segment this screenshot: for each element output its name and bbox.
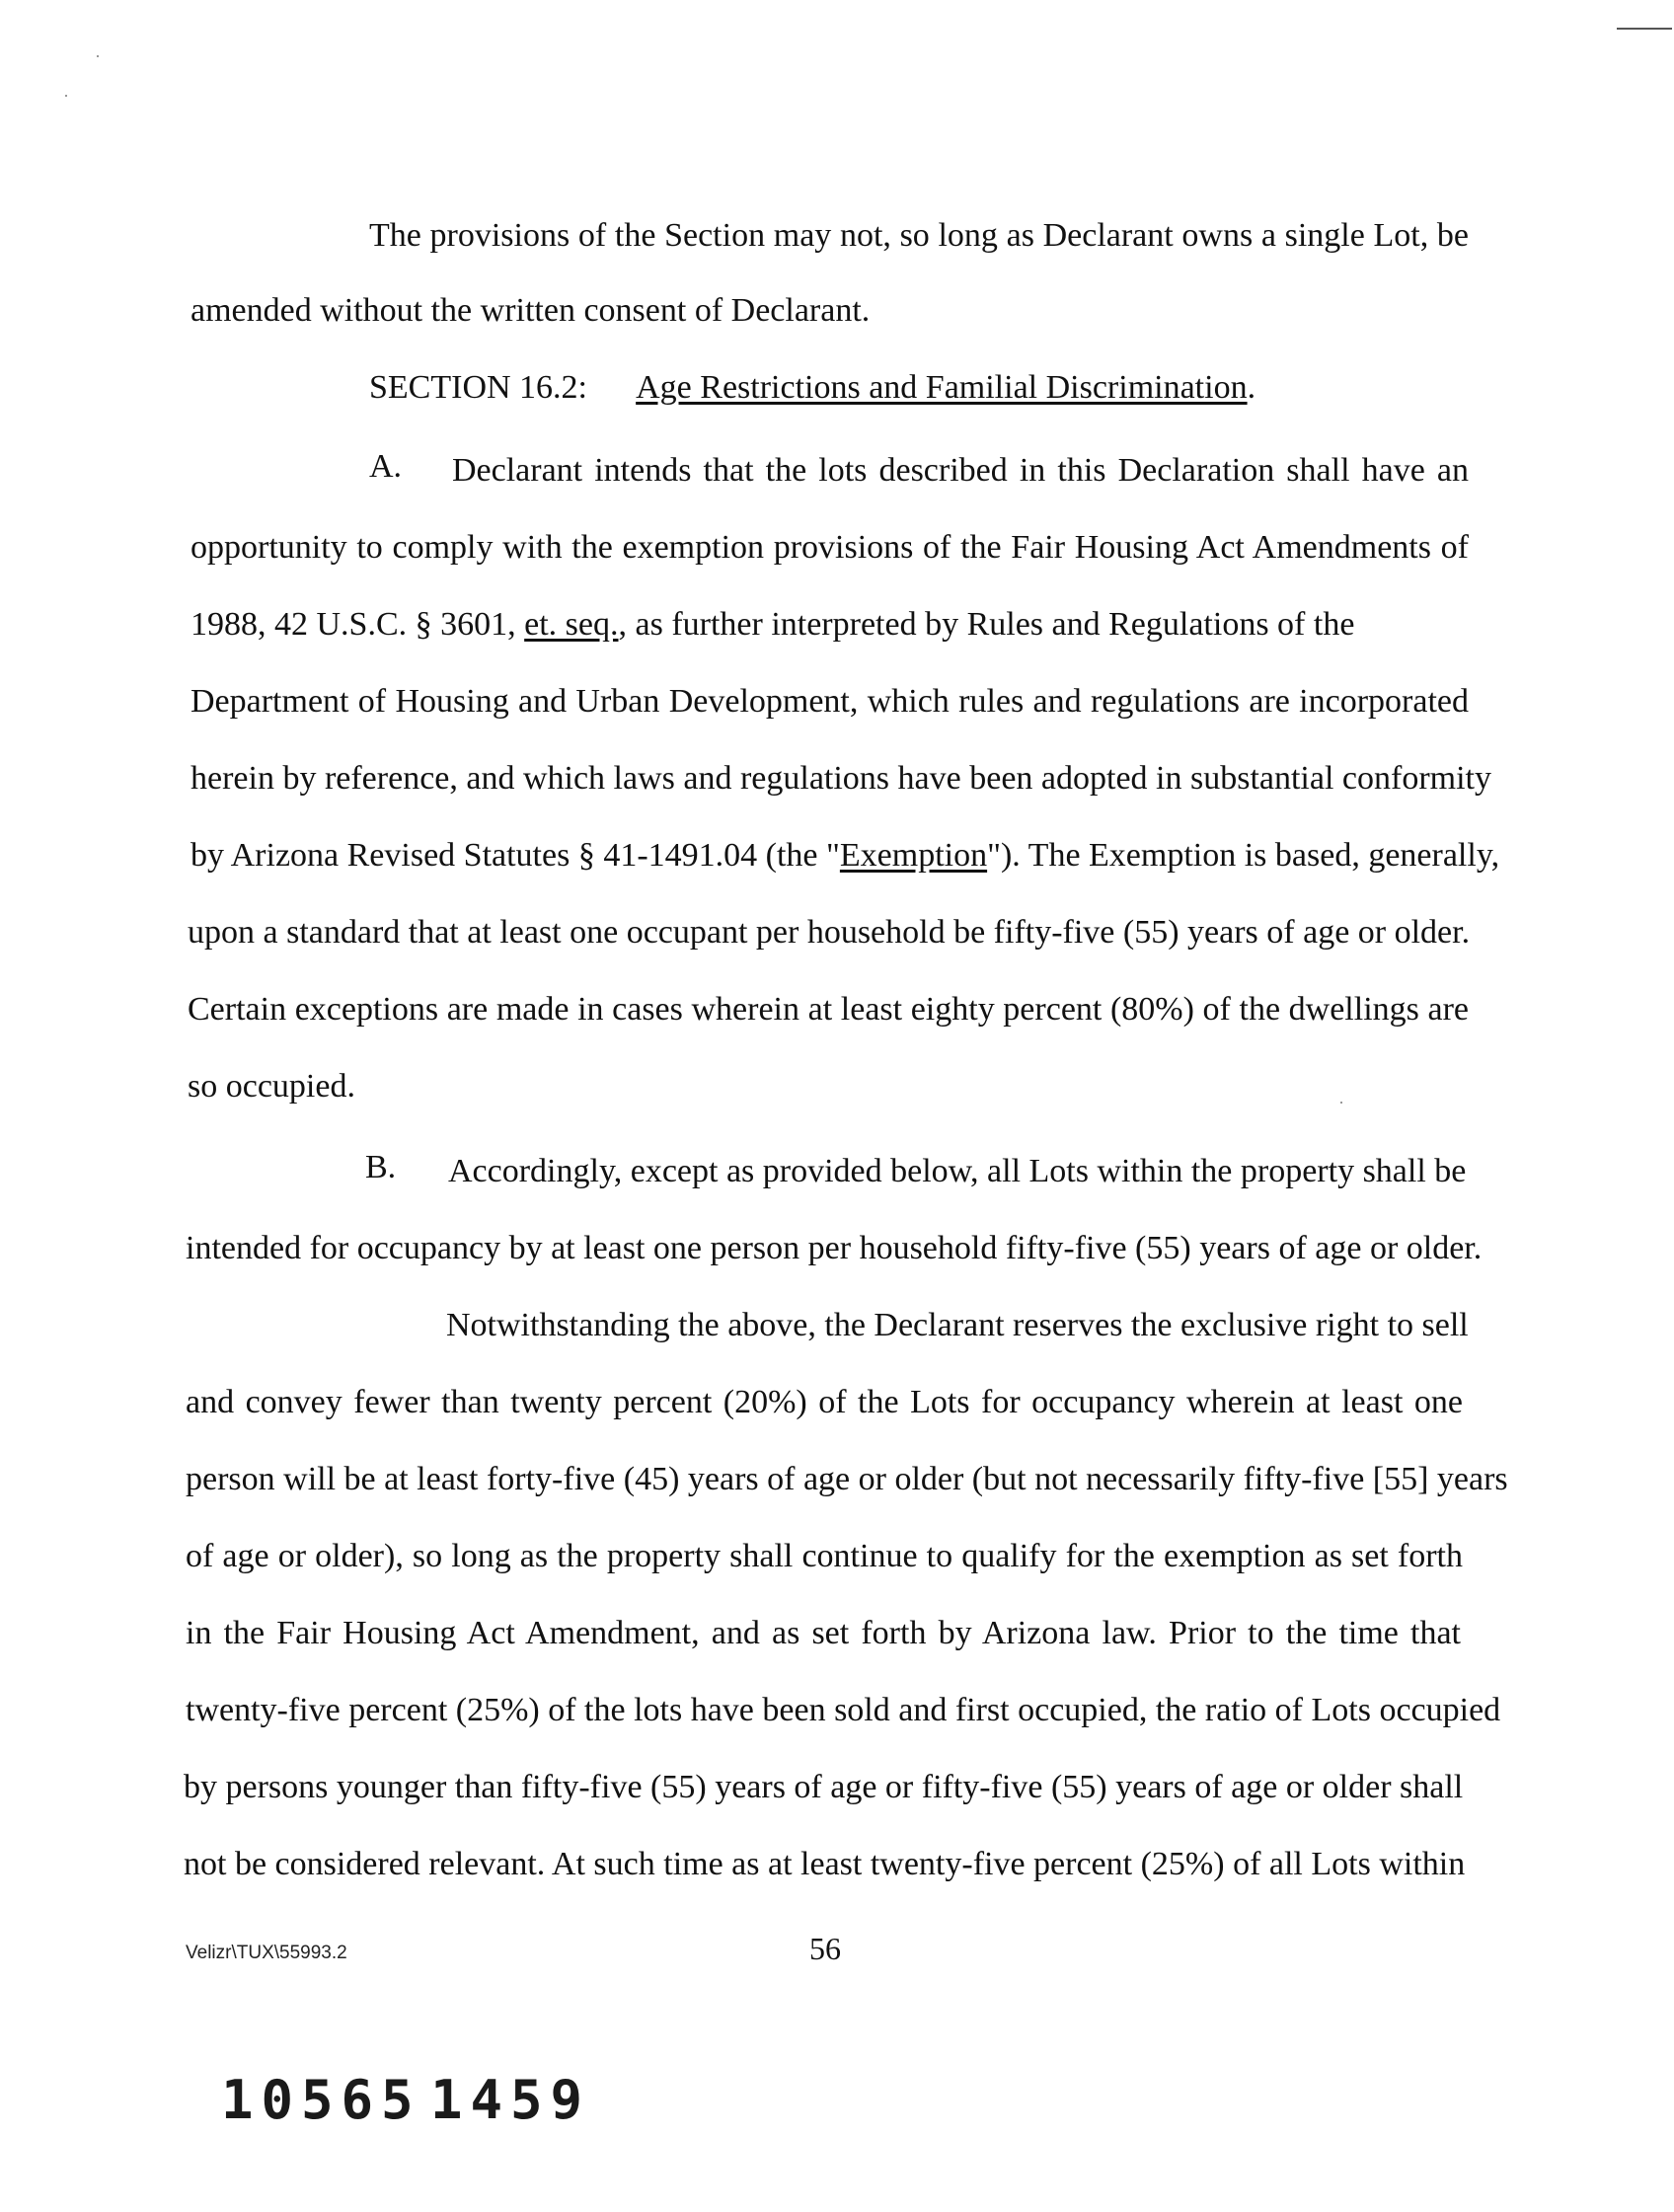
para-a-line-6-pre: by Arizona Revised Statutes § 41-1491.04 (the " (190, 837, 840, 874)
para-c-line-1: Notwithstanding the above, the Declarant reserves the exclusive right to sell (446, 1307, 1469, 1343)
para-b-line-2: intended for occupancy by at least one person per household fifty-five (55) years of age or older. (186, 1230, 1483, 1266)
para-a-line-9: so occupied. (188, 1068, 355, 1105)
section-label: SECTION 16.2: (369, 369, 587, 406)
para-a-line-3 (190, 608, 1469, 642)
para-a-line-3-pre: 1988, 42 U.S.C. § 3601, (190, 606, 516, 643)
para-c-line-7: by persons younger than fifty-five (55) years of age or fifty-five (55) years of age or older shall (184, 1769, 1464, 1805)
para-c-line-5: in the Fair Housing Act Amendment, and as set forth by Arizona law. Prior to the time that (186, 1615, 1461, 1651)
para-a-line-2: opportunity to comply with the exemption provisions of the Fair Housing Act Amendments of (190, 529, 1469, 566)
page-number: 56 (809, 1931, 841, 1966)
para-c-line-6: twenty-five percent (25%) of the lots have been sold and first occupied, the ratio of Lots occupied (186, 1692, 1501, 1728)
intro-line-2: amended without the written consent of Declarant. (190, 292, 871, 329)
et-seq-term: et. seq. (524, 606, 619, 643)
para-a-line-7: upon a standard that at least one occupant per household be fifty-five (55) years of age or older. (188, 914, 1471, 951)
section-title-period: . (1247, 369, 1256, 406)
section-heading (369, 369, 1256, 407)
para-c-line-8: not be considered relevant. At such time as at least twenty-five percent (25%) of all Lots within (184, 1846, 1466, 1882)
para-c-line-2: and convey fewer than twenty percent (20%) of the Lots for occupancy wherein at least one (186, 1384, 1463, 1420)
para-a-line-8: Certain exceptions are made in cases wherein at least eighty percent (80%) of the dwellings are (188, 991, 1469, 1028)
para-a-line-3-start (190, 608, 1354, 642)
para-a-line-1: Declarant intends that the lots described in this Declaration shall have an (452, 452, 1469, 489)
scan-speck (97, 55, 99, 57)
para-a-line-4: Department of Housing and Urban Development, which rules and regulations are incorporated (190, 683, 1469, 720)
recording-page-number: 1459 (430, 2069, 591, 2131)
para-b-line-1: Accordingly, except as provided below, all Lots within the property shall be (448, 1153, 1467, 1189)
scan-speck (1340, 1102, 1342, 1104)
para-a-marker: A. (369, 448, 403, 485)
para-c-line-4: of age or older), so long as the property shall continue to qualify for the exemption as set forth (186, 1538, 1463, 1574)
para-a-line-3-post: , as further interpreted by Rules and Regulations of the (618, 606, 1355, 643)
section-title: Age Restrictions and Familial Discrimination (636, 369, 1248, 406)
recording-book-number: 10565 (221, 2069, 421, 2131)
footer-file-code: Velizr\TUX\55993.2 (186, 1943, 347, 1963)
scan-speck (65, 95, 67, 97)
para-a-line-5: herein by reference, and which laws and regulations have been adopted in substantial conformity (190, 760, 1491, 797)
para-a-line-6-post: "). The Exemption is based, generally, (987, 837, 1500, 874)
para-a-line-6 (190, 837, 1500, 874)
para-b-marker: B. (365, 1149, 397, 1185)
intro-line-1: The provisions of the Section may not, so long as Declarant owns a single Lot, be (369, 217, 1469, 254)
exemption-term: Exemption (839, 837, 988, 874)
corner-rule (1617, 28, 1672, 30)
para-c-line-3: person will be at least forty-five (45) years of age or older (but not necessarily fifty-five [55] years (186, 1461, 1508, 1497)
